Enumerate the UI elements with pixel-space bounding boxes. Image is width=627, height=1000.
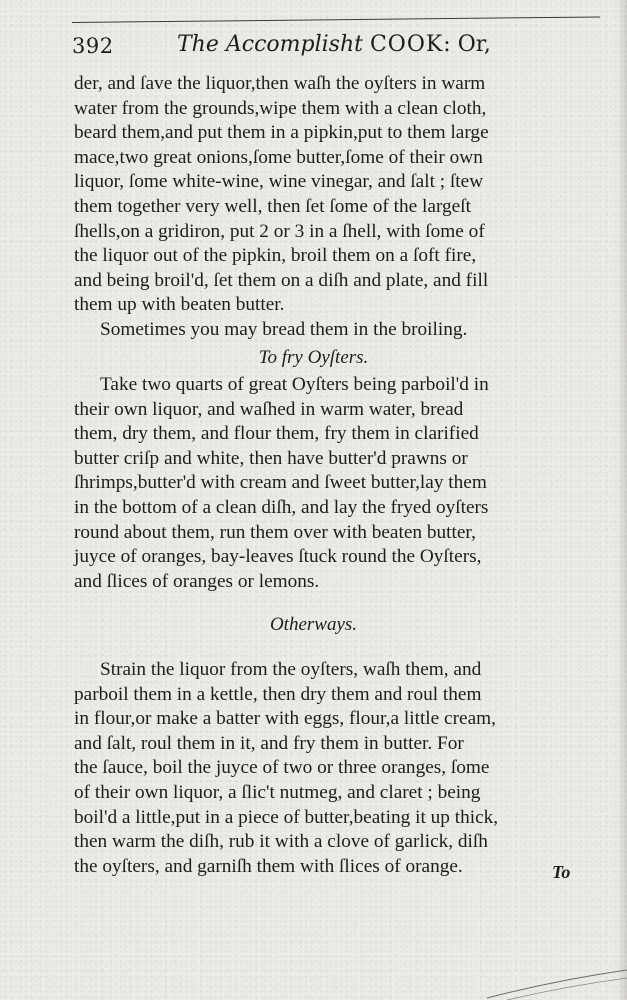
- text-line: their own liquor, and waſhed in warm water, bread: [74, 398, 464, 420]
- text-line: parboil them in a kettle, then dry them and roul them: [74, 683, 482, 705]
- text-line: Sometimes you may bread them in the broiling.: [100, 318, 468, 340]
- text-line: in the bottom of a clean diſh, and lay the fryed oyſters: [74, 496, 489, 518]
- text-line: then warm the diſh, rub it with a clove of garlick, diſh: [74, 831, 488, 853]
- text-line: water from the grounds,wipe them with a clean cloth,: [74, 97, 487, 119]
- running-title-caps: COOK: [369, 32, 444, 57]
- text-line: in flour,or make a batter with eggs, flour,a little cream,: [74, 708, 496, 730]
- text-line: beard them,and put them in a pipkin,put to them large: [74, 122, 489, 144]
- text-line: the oyſters, and garniſh them with ſlices of orange.: [74, 855, 463, 877]
- continued-recipe-text: [74, 72, 606, 343]
- recipe-text-otherways: [74, 658, 606, 879]
- page-curl-decoration: [487, 960, 627, 1000]
- text-line: der, and ſave the liquor,then waſh the oyſters in warm: [74, 73, 486, 94]
- text-line: ſhells,on a gridiron, put 2 or 3 in a ſhell, with ſome of: [74, 220, 485, 242]
- text-line: of their own liquor, a ſlic't nutmeg, and claret ; being: [74, 781, 481, 803]
- text-line: boil'd a little,put in a piece of butter,beating it up thick,: [74, 806, 499, 828]
- text-line: them up with beaten butter.: [74, 294, 285, 316]
- top-border-rule: [72, 16, 600, 23]
- text-line: round about them, run them over with beaten butter,: [74, 521, 476, 543]
- text-line: liquor, ſome white-wine, wine vinegar, and ſalt ; ſtew: [74, 171, 484, 193]
- text-line: and being broil'd, ſet them on a diſh and plate, and fill: [74, 269, 489, 291]
- text-line: Strain the liquor from the oyſters, waſh them, and: [100, 659, 482, 680]
- running-header: [72, 30, 600, 70]
- running-title-tail: : Or,: [443, 32, 491, 57]
- recipe-heading-otherways: Otherways.: [269, 614, 358, 635]
- page-edge-shadow: [617, 0, 627, 1000]
- recipe-text-fry-oysters: [74, 373, 606, 594]
- text-line: the liquor out of the pipkin, broil them on a ſoft fire,: [74, 245, 477, 267]
- page-number: 392: [72, 34, 114, 58]
- text-line: ſhrimps,butter'd with cream and ſweet butter,lay them: [74, 472, 487, 494]
- text-line: and ſalt, roul them in it, and fry them in butter. For: [74, 732, 464, 754]
- text-line: them together very well, then ſet ſome of the largeſt: [74, 195, 471, 217]
- catchword: To: [552, 862, 571, 882]
- text-line: butter criſp and white, then have butter'd prawns or: [74, 447, 468, 469]
- recipe-heading-fry-oysters: To fry Oyſters.: [258, 347, 369, 368]
- text-line: them, dry them, and flour them, fry them in clarified: [74, 423, 479, 445]
- text-line: mace,two great onions,ſome butter,ſome of their own: [74, 146, 483, 168]
- text-line: and ſlices of oranges or lemons.: [74, 570, 320, 592]
- text-line: the ſauce, boil the juyce of two or three oranges, ſome: [74, 757, 490, 779]
- running-title-italic: The Accomplisht: [177, 32, 363, 57]
- text-line: juyce of oranges, bay-leaves ſtuck round the Oyſters,: [74, 546, 482, 568]
- text-line: Take two quarts of great Oyſters being parboil'd in: [100, 374, 489, 395]
- running-title: [177, 32, 491, 57]
